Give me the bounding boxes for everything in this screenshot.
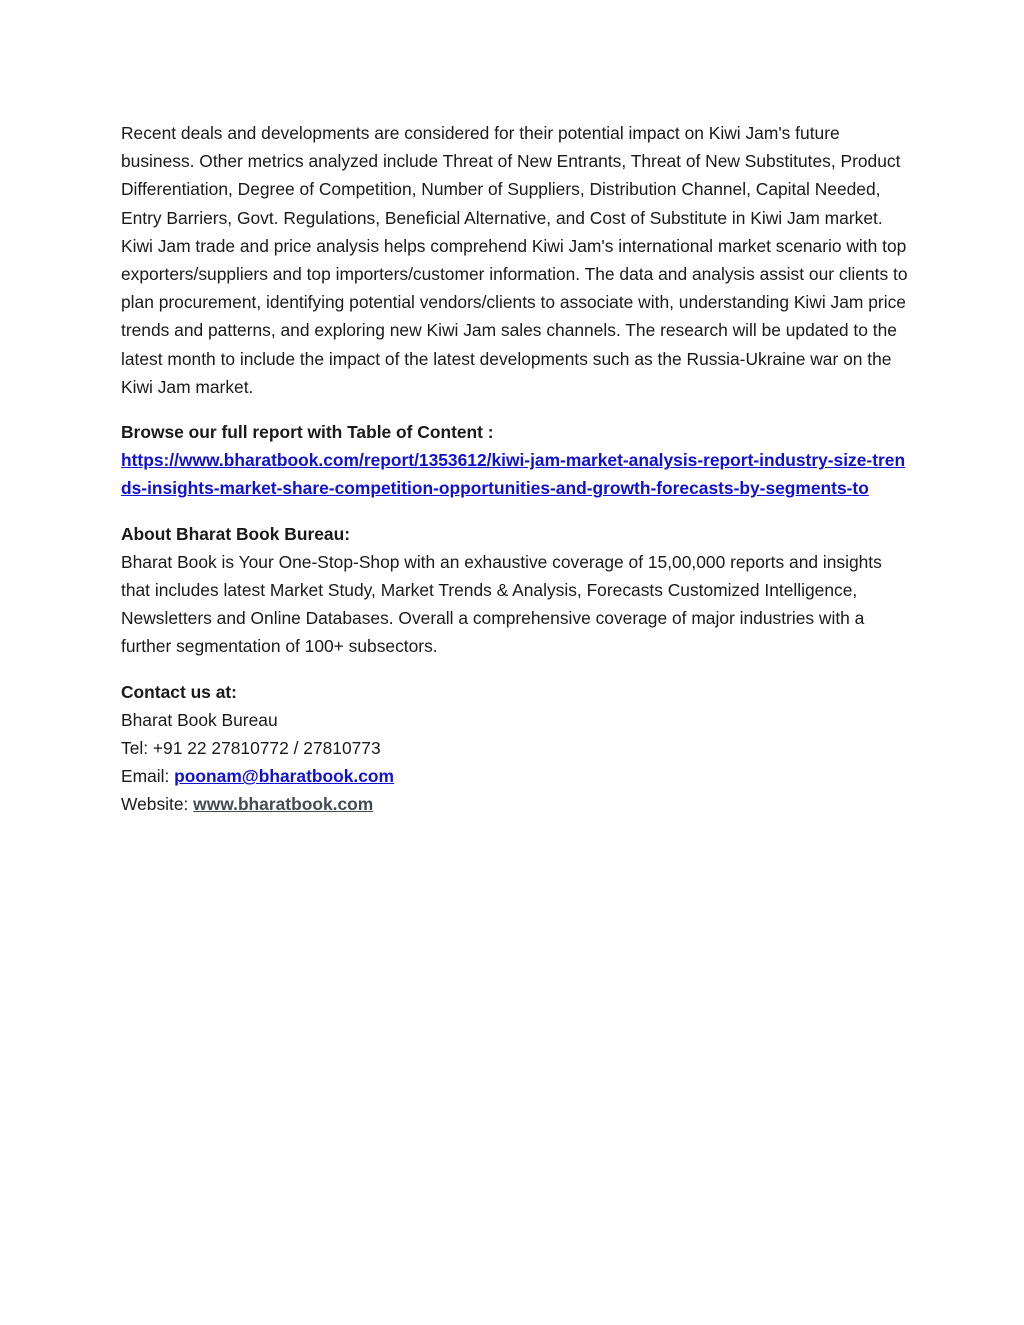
contact-section — [121, 678, 911, 819]
intro-paragraph-2: Kiwi Jam trade and price analysis helps comprehend Kiwi Jam's international market scenario with top exporters/suppliers and top importers/customer information. The data and analysis assist our clients to plan procurement, identifying potential vendors/clients to associate with, understanding Kiwi Jam price trends and patterns, and exploring new Kiwi Jam sales channels. The research will be updated to the latest month to include the impact of the latest developments such as the Russia-Ukraine war on the Kiwi Jam market. — [121, 235, 908, 397]
contact-heading: Contact us at: — [121, 681, 237, 702]
contact-tel: Tel: +91 22 27810772 / 27810773 — [121, 738, 381, 759]
contact-email-line — [121, 762, 911, 790]
document-content — [121, 119, 911, 819]
intro-paragraph-1: Recent deals and developments are considered for their potential impact on Kiwi Jam's future business. Other metrics analyzed include Threat of New Entrants, Threat of New Substitutes, Product Differentiation, Degree of Competition, Number of Suppliers, Distribution Channel, Capital Needed, Entry Barriers, Govt. Regulations, Beneficial Alternative, and Cost of Substitute in Kiwi Jam market. — [121, 123, 901, 228]
contact-company: Bharat Book Bureau — [121, 709, 278, 730]
report-heading: Browse our full report with Table of Content : — [121, 422, 494, 443]
report-link-line — [121, 446, 911, 502]
report-section — [121, 418, 911, 503]
website-link[interactable]: www.bharatbook.com — [193, 794, 374, 815]
contact-website-line — [121, 790, 911, 818]
email-link[interactable]: poonam@bharatbook.com — [174, 766, 395, 787]
website-label: Website: — [121, 794, 194, 815]
about-body: Bharat Book is Your One-Stop-Shop with an exhaustive coverage of 15,00,000 reports and insights that includes latest Market Study, Market Trends & Analysis, Forecasts Customized Intelligence, Newsletters and Online Databases. Overall a comprehensive coverage of major industries with a further segmentation of 100+ subsectors. — [121, 551, 882, 657]
report-link[interactable]: https://www.bharatbook.com/report/1353612/kiwi-jam-market-analysis-report-industry-size-trends-insights-market-share-competition-opportunities-and-growth-forecasts-by-segments-to — [121, 450, 906, 499]
about-section — [121, 520, 911, 661]
about-heading: About Bharat Book Bureau: — [121, 523, 350, 544]
email-label: Email: — [121, 766, 175, 787]
